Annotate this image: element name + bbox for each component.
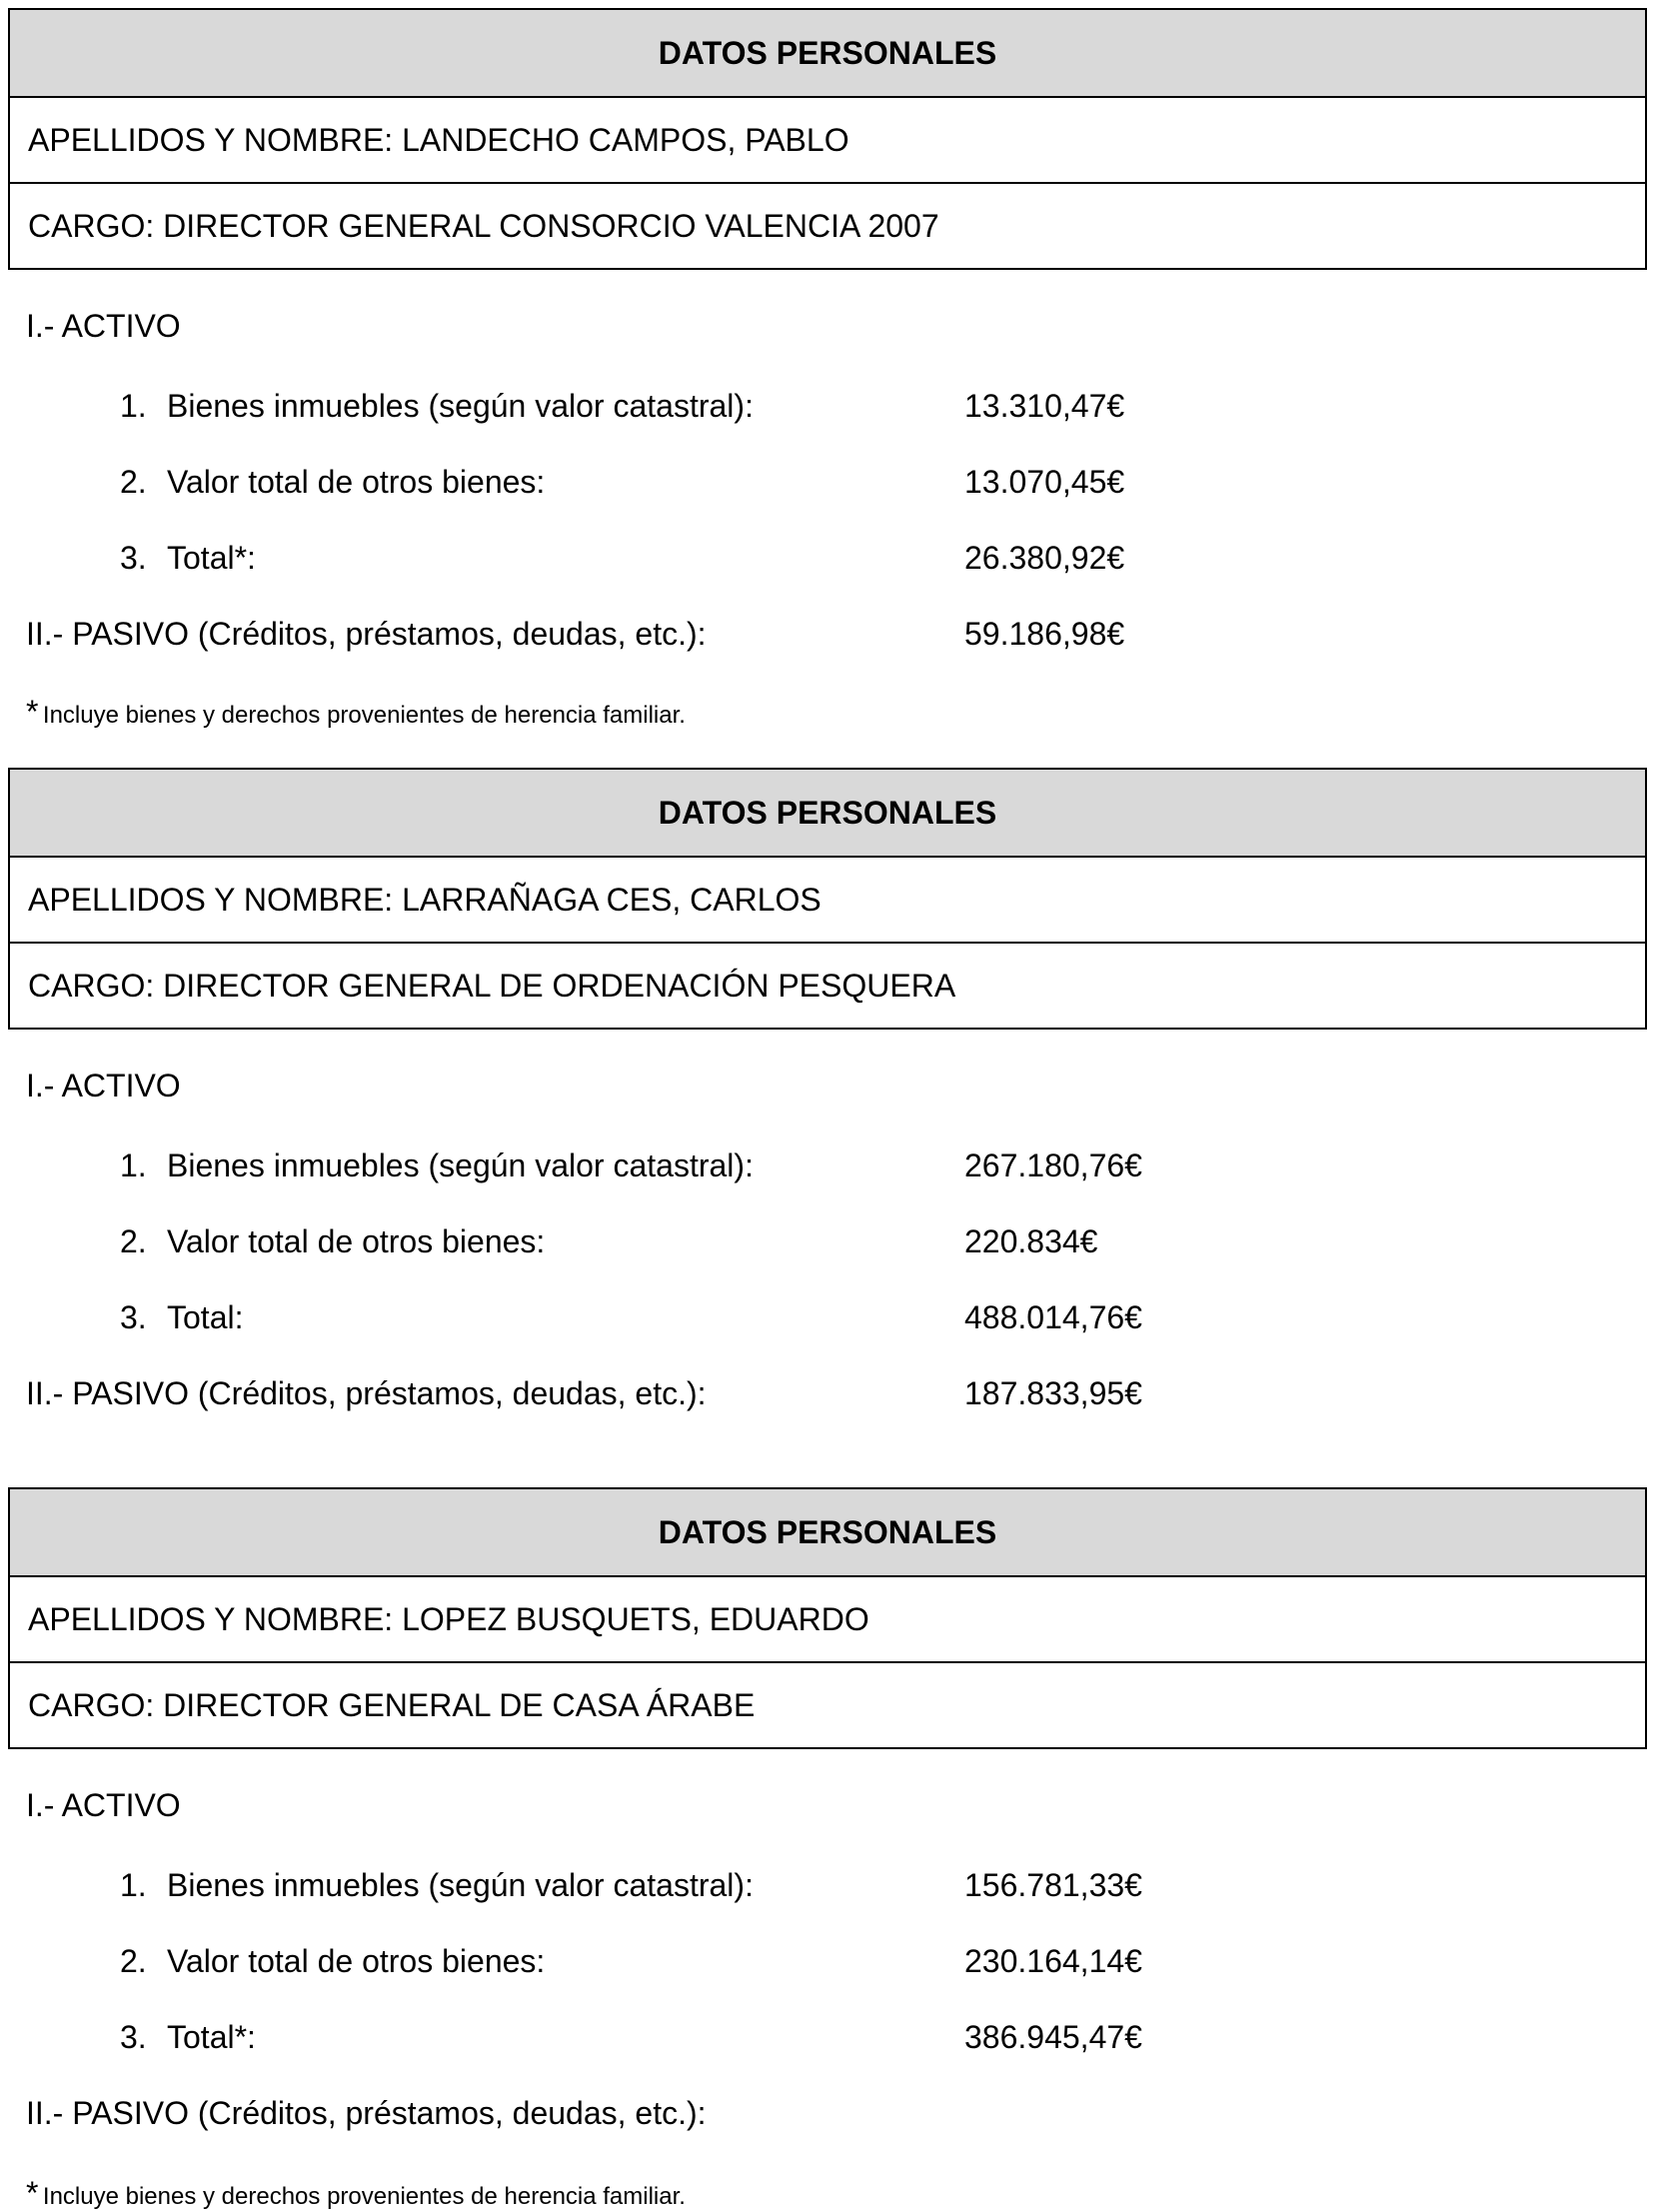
item-label: Bienes inmuebles (según valor catastral):	[167, 1867, 754, 1903]
personal-data-table	[8, 768, 1647, 1030]
name-row: APELLIDOS Y NOMBRE: LARRAÑAGA CES, CARLOS	[10, 856, 1645, 942]
item-number: 2.	[120, 1223, 147, 1259]
name-row: APELLIDOS Y NOMBRE: LANDECHO CAMPOS, PABLO	[10, 96, 1645, 182]
pasivo-value: 187.833,95€	[964, 1375, 1142, 1411]
item-value: 26.380,92€	[964, 540, 1125, 576]
item-label: Bienes inmuebles (según valor catastral):	[167, 388, 754, 424]
pasivo-label: II.- PASIVO (Créditos, préstamos, deudas, etc.):	[26, 616, 707, 652]
pasivo-value: 59.186,98€	[964, 616, 1125, 652]
cargo-row: CARGO: DIRECTOR GENERAL CONSORCIO VALENCIA 2007	[10, 182, 1645, 268]
item-label: Valor total de otros bienes:	[167, 1223, 546, 1259]
pasivo-label: II.- PASIVO (Créditos, préstamos, deudas, etc.):	[26, 2095, 707, 2131]
item-number: 2.	[120, 1943, 147, 1979]
item-label: Total*:	[167, 540, 256, 576]
item-value: 13.070,45€	[964, 464, 1125, 500]
item-label: Total*:	[167, 2019, 256, 2055]
item-label: Valor total de otros bienes:	[167, 464, 546, 500]
activo-heading: I.- ACTIVO	[26, 308, 181, 344]
activo-heading: I.- ACTIVO	[26, 1068, 181, 1104]
item-number: 3.	[120, 2019, 147, 2055]
table-header: DATOS PERSONALES	[10, 10, 1645, 96]
item-value: 488.014,76€	[964, 1299, 1142, 1335]
item-value: 13.310,47€	[964, 388, 1125, 424]
item-number: 3.	[120, 540, 147, 576]
footnote-text: Incluye bienes y derechos provenientes de herencia familiar.	[42, 2183, 686, 2210]
cargo-row: CARGO: DIRECTOR GENERAL DE ORDENACIÓN PESQUERA	[10, 942, 1645, 1028]
name-row: APELLIDOS Y NOMBRE: LOPEZ BUSQUETS, EDUARDO	[10, 1575, 1645, 1661]
pasivo-label: II.- PASIVO (Créditos, préstamos, deudas, etc.):	[26, 1375, 707, 1411]
footnote	[26, 696, 686, 728]
footnote	[26, 2177, 686, 2209]
footnote-star: *	[26, 694, 39, 730]
item-number: 1.	[120, 388, 147, 424]
cargo-row: CARGO: DIRECTOR GENERAL DE CASA ÁRABE	[10, 1661, 1645, 1747]
item-number: 3.	[120, 1299, 147, 1335]
item-value: 386.945,47€	[964, 2019, 1142, 2055]
item-label: Bienes inmuebles (según valor catastral):	[167, 1147, 754, 1183]
item-value: 267.180,76€	[964, 1147, 1142, 1183]
footnote-star: *	[26, 2175, 39, 2211]
item-number: 1.	[120, 1147, 147, 1183]
table-header: DATOS PERSONALES	[10, 770, 1645, 856]
item-number: 2.	[120, 464, 147, 500]
item-value: 220.834€	[964, 1223, 1098, 1259]
activo-heading: I.- ACTIVO	[26, 1787, 181, 1823]
item-label: Valor total de otros bienes:	[167, 1943, 546, 1979]
table-header: DATOS PERSONALES	[10, 1489, 1645, 1575]
item-value: 156.781,33€	[964, 1867, 1142, 1903]
personal-data-table	[8, 8, 1647, 270]
item-value: 230.164,14€	[964, 1943, 1142, 1979]
personal-data-table	[8, 1487, 1647, 1749]
footnote-text: Incluye bienes y derechos provenientes de herencia familiar.	[42, 702, 686, 729]
item-number: 1.	[120, 1867, 147, 1903]
item-label: Total:	[167, 1299, 244, 1335]
